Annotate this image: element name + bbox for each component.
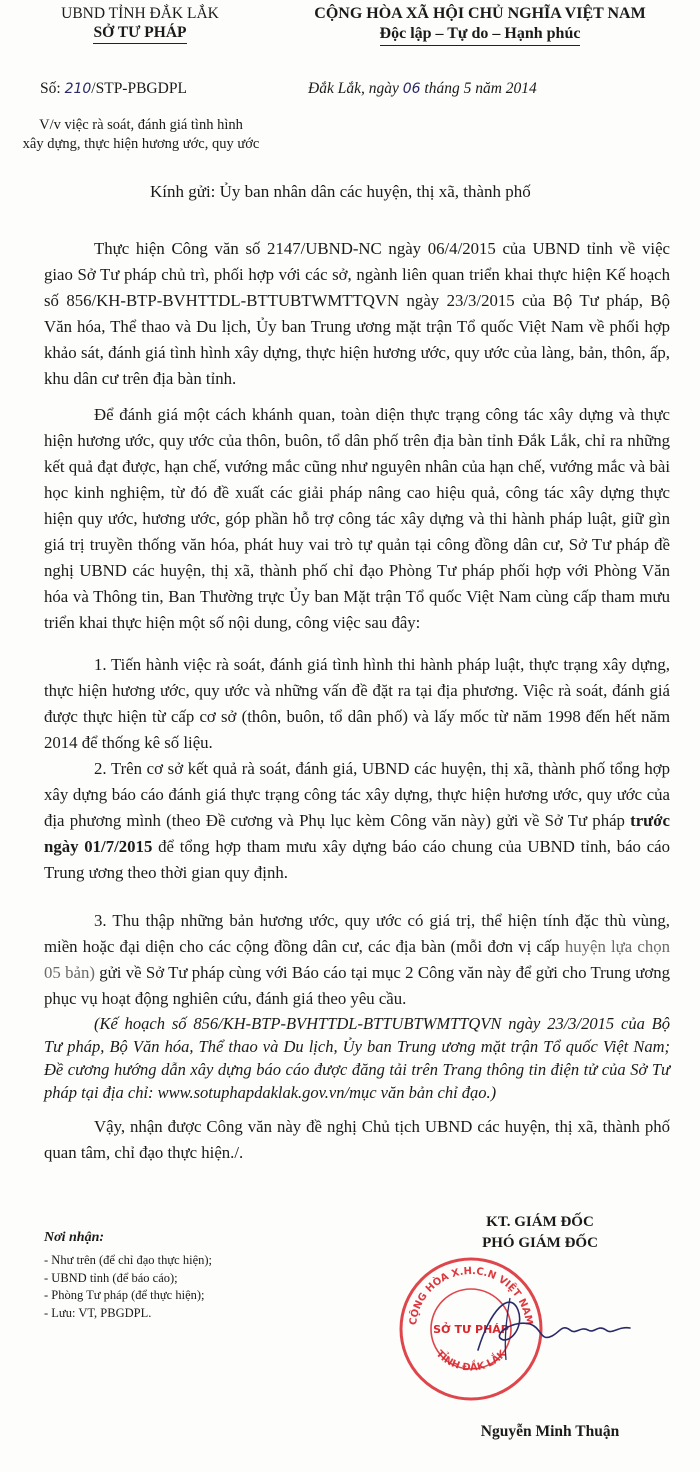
- subject-line: [0, 116, 282, 154]
- paragraph-2: Để đánh giá một cách khánh quan, toàn diện thực trạng công tác xây dựng và thực hiện hương ước, quy ước của thôn, buôn, tổ dân phố trên địa bàn tỉnh Đắk Lắk, chỉ ra những kết quả đạt được, hạn chế, vướng mắc cũng như nguyên nhân của hạn chế, vướng mắc và bài học kinh nghiệm, từ đó đề xuất các giải pháp nâng cao hiệu quả, công tác xây dựng thực hiện quy ước, hương ước, góp phần hỗ trợ công tác xây dựng và thi hành pháp luật, giữ gìn giá trị truyền thống văn hóa, phát huy vai trò tự quản tại công đồng dân cư, Sở Tư pháp đề nghị UBND các huyện, thị xã, thành phố chỉ đạo Phòng Tư pháp phối hợp với Phòng Văn hóa và Thông tin, Ban Thường trực Ủy ban Mặt trận Tổ quốc Việt Nam cùng cấp tham mưu triển khai thực hiện một số nội dung, công việc sau đây:: [44, 405, 670, 632]
- date-day-handwritten: 06: [402, 81, 421, 97]
- seal-ring-bottom: TỈNH ĐẮK LẮK: [433, 1348, 509, 1374]
- nation-name: CỘNG HÒA XÃ HỘI CHỦ NGHĨA VIỆT NAM: [314, 5, 646, 22]
- seal-ring-top: CỘNG HÒA X.H.C.N VIỆT NAM: [408, 1265, 535, 1326]
- subject-line-2: xây dựng, thực hiện hương ước, quy ước: [22, 136, 260, 152]
- item-2-text-b: để tổng hợp tham mưu xây dựng báo cáo chung của UBND tỉnh, báo cáo Trung ương theo thời gian quy định.: [44, 837, 671, 882]
- signer-name: Nguyễn Minh Thuận: [480, 1423, 620, 1440]
- signer-authority: KT. GIÁM ĐỐC: [486, 1214, 594, 1230]
- national-heading: [270, 4, 690, 46]
- date-suffix: tháng 5 năm 2014: [424, 80, 537, 97]
- document-number: [40, 80, 187, 98]
- authority-name: SỞ TƯ PHÁP: [93, 23, 186, 44]
- issuing-authority: [40, 4, 240, 44]
- seal-center-text: SỞ TƯ PHÁP: [433, 1323, 509, 1336]
- doc-number-prefix: Số:: [40, 80, 61, 97]
- recipient-item: - Lưu: VT, PBGDPL.: [44, 1305, 152, 1320]
- nation-motto: Độc lập – Tự do – Hạnh phúc: [380, 24, 581, 46]
- recipient-item: - UBND tỉnh (để báo cáo);: [44, 1270, 178, 1285]
- recipient-item: - Như trên (để chỉ đạo thực hiện);: [44, 1253, 213, 1267]
- recipient-line: Kính gửi: Ủy ban nhân dân các huyện, thị xã, thành phố: [150, 182, 531, 201]
- handwritten-signature: [470, 1280, 650, 1370]
- paragraph-closing: Vậy, nhận được Công văn này đề nghị Chủ tịch UBND các huyện, thị xã, thành phố quan tâm, chỉ đạo thực hiện./.: [44, 1117, 670, 1162]
- recipients-heading: Nơi nhận:: [44, 1230, 105, 1245]
- paragraph-reference-note: (Kế hoạch số 856/KH-BTP-BVHTTDL-BTTUBTWMTTQVN ngày 23/3/2015 của Bộ Tư pháp, Bộ Văn hóa, Thể thao và Du lịch, Ủy ban Trung ương mặt trận Tổ quốc Việt Nam; Đề cương hướng dẫn xây dựng báo cáo được đăng tải trên Trang thông tin điện tử của Sở Tư pháp tại địa chỉ: www.sotuphapdaklak.gov.vn/mục văn bản chỉ đạo.): [44, 1014, 670, 1102]
- item-2-deadline: trước ngày 01/7/2015: [44, 811, 670, 856]
- item-3-text-a: 3. Thu thập những bản hương ước, quy ước có giá trị, thể hiện tính đặc thù vùng, miền hoặc đại diện cho các cộng đồng dân cư, các địa bàn (mỗi đơn vị cấp: [44, 911, 670, 956]
- authority-parent: UBND TỈNH ĐẮK LẮK: [61, 5, 219, 22]
- recipients-list: [44, 1252, 212, 1322]
- subject-line-1: V/v việc rà soát, đánh giá tình hình: [39, 117, 243, 133]
- signature-title: [440, 1212, 640, 1254]
- paragraph-item-3: [44, 908, 670, 1012]
- doc-number-handwritten: 210: [64, 81, 92, 97]
- paragraph-1: Thực hiện Công văn số 2147/UBND-NC ngày 06/4/2015 của UBND tỉnh về việc giao Sở Tư pháp chủ trì, phối hợp với các sở, ngành liên quan triển khai thực hiện Kế hoạch số 856/KH-BTP-BVHTTDL-BTTUBTWMTTQVN ngày 23/3/2015 của Bộ Tư pháp, Bộ Văn hóa, Thể thao và Du lịch, Ủy ban Trung ương mặt trận Tổ quốc Việt Nam về phối hợp khảo sát, đánh giá tình hình xây dựng, thực hiện hương ước, quy ước của làng, bản, thôn, ấp, khu dân cư trên địa bàn tỉnh.: [44, 239, 670, 388]
- item-3-text-faded: huyện lựa chọn 05 bản): [44, 937, 671, 982]
- item-3-text-b: gửi về Sở Tư pháp cùng với Báo cáo tại mục 2 Công văn này để gửi cho Trung ương phục vụ hoạt động nghiên cứu, đánh giá theo yêu cầu.: [44, 963, 670, 1008]
- date-prefix: Đắk Lắk, ngày: [308, 80, 399, 97]
- paragraph-item-1: 1. Tiến hành việc rà soát, đánh giá tình hình thi hành pháp luật, thực trạng xây dựng, thực hiện hương ước, quy ước và những vấn đề đặt ra tại địa phương. Việc rà soát, đánh giá được thực hiện từ cấp cơ sở (thôn, buôn, tổ dân phố) và lấy mốc từ năm 1998 đến hết năm 2014 để thống kê số liệu.: [44, 655, 670, 752]
- doc-number-suffix: /STP-PBGDPL: [91, 80, 187, 97]
- paragraph-item-2: [44, 756, 670, 886]
- recipient-item: - Phòng Tư pháp (để thực hiện);: [44, 1288, 205, 1302]
- item-2-text-a: 2. Trên cơ sở kết quả rà soát, đánh giá, UBND các huyện, thị xã, thành phố tổng hợp xây dựng báo cáo đánh giá thực trạng công tác xây dựng, thực hiện hương ước, quy ước của địa phương mình (theo Đề cương và Phụ lục kèm Công văn này) gửi về Sở Tư pháp: [44, 759, 670, 830]
- signer-position: PHÓ GIÁM ĐỐC: [482, 1235, 598, 1251]
- date-line: [308, 80, 537, 98]
